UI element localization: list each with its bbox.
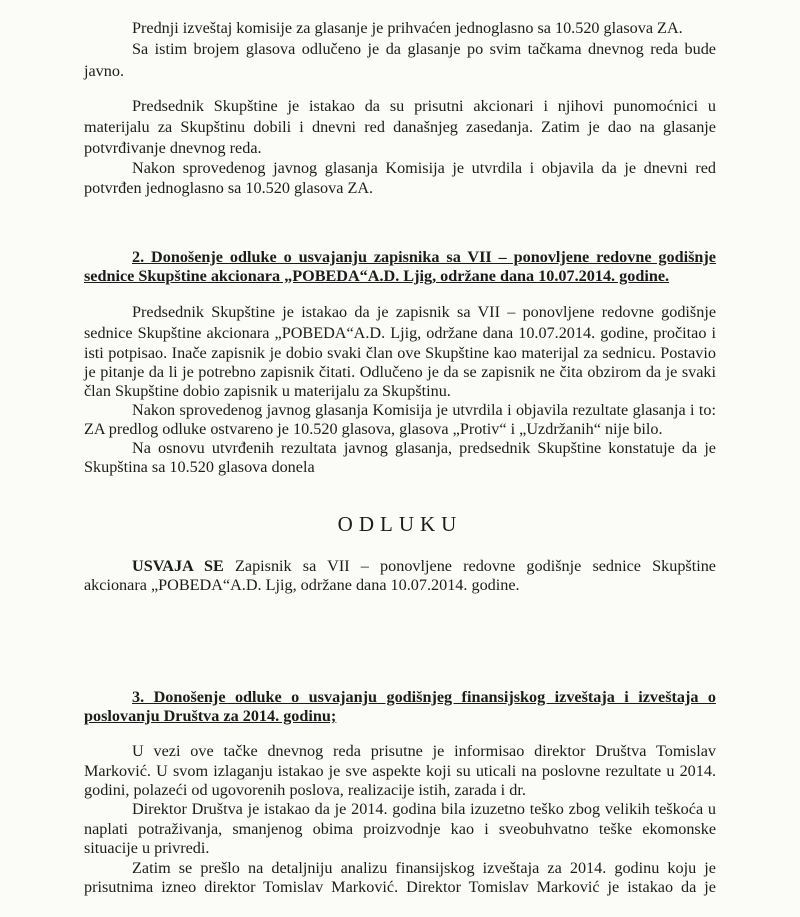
text-line: Predsednik Skupštine je istakao da su prisutni akcionari i njihovi punomoćnici u bbox=[132, 97, 716, 115]
decision-title: ODLUKU bbox=[337, 512, 463, 536]
text-line: isti potpisao. Inače zapisnik je dobio svaki član ove Skupštine kao materijal za sednicu. Postavio bbox=[84, 344, 716, 362]
section-heading-3: 3. Donošenje odluke o usvajanju godišnjeg finansijskog izveštaja i izveštaja o bbox=[132, 688, 716, 706]
text-line: naplati potraživanja, smanjenog obima proizvodnje kao i sveobuhvatno teške ekomonske bbox=[84, 820, 716, 838]
text-line: Skupština sa 10.520 glasova donela bbox=[84, 458, 315, 476]
text-line: Na osnovu utvrđenih rezultata javnog glasanja, predsednik Skupštine konstatuje da je bbox=[132, 439, 716, 457]
text-line: materijalu za Skupštinu dobili i dnevni red današnjeg zasedanja. Zatim je dao na glasanje bbox=[84, 118, 716, 136]
text-line: prisutnima izneo direktor Tomislav Marković. Direktor Tomislav Marković je istakao da je bbox=[84, 878, 716, 896]
text-line: Prednji izveštaj komisije za glasanje je prihvaćen jednoglasno sa 10.520 glasova ZA. bbox=[132, 19, 683, 37]
decision-lead: USVAJA SE bbox=[132, 557, 224, 575]
text-line: U vezi ove tačke dnevnog reda prisutne je informisao direktor Društva Tomislav bbox=[132, 742, 716, 760]
text-line: Marković. U svom izlaganju istakao je sve aspekte koji su uticali na poslovne rezultate u 2014. bbox=[84, 762, 716, 780]
text-line: ZA predlog odluke ostvareno je 10.520 glasova, glasova „Protiv“ i „Uzdržanih“ nije bilo. bbox=[84, 420, 663, 438]
text-line: Nakon sprovedenog javnog glasanja Komisija je utvrdila i objavila da je dnevni red bbox=[132, 159, 716, 177]
text-line: Zatim se prešlo na detaljniju analizu finansijskog izveštaja za 2014. godinu koju je bbox=[132, 859, 716, 877]
section-heading-2: sednice Skupštine akcionara „POBEDA“A.D. Ljig, održane dana 10.07.2014. godine. bbox=[84, 267, 670, 285]
decision-line: akcionara „POBEDA“A.D. Ljig, održane dana 10.07.2014. godine. bbox=[84, 576, 520, 594]
text-line: Direktor Društva je istakao da je 2014. godina bila izuzetno teško zbog velikih teškoća u bbox=[132, 800, 716, 818]
text-line: javno. bbox=[84, 62, 125, 80]
decision-line: Zapisnik sa VII – ponovljene redovne godišnje sednice Skupštine bbox=[223, 557, 716, 575]
text-line: je pitanje da li je potrebno zapisnik čitati. Odlučeno je da se zapisnik ne čita obzirom da je svaki bbox=[84, 363, 716, 381]
section-heading-2: 2. Donošenje odluke o usvajanju zapisnika sa VII – ponovljene redovne godišnje bbox=[132, 248, 716, 266]
text-line: Nakon sprovedenog javnog glasanja Komisija je utvrdila i objavila rezultate glasanja i to: bbox=[132, 401, 716, 419]
text-line: situacije u privredi. bbox=[84, 839, 210, 857]
text-line: potvrđen jednoglasno sa 10.520 glasova ZA. bbox=[84, 179, 374, 197]
text-line: Sa istim brojem glasova odlučeno je da glasanje po svim tačkama dnevnog reda bude bbox=[132, 40, 716, 58]
section-heading-3: poslovanju Društva za 2014. godinu; bbox=[84, 707, 337, 725]
text-line: sednice Skupštine akcionara „POBEDA“A.D. Ljig, održane dana 10.07.2014. godine, pročitao i bbox=[84, 324, 716, 342]
text-line: godini, polazeći od ugovorenih poslova, realizacije istih, zarada i dr. bbox=[84, 781, 526, 799]
text-line: potvrđivanje dnevnog reda. bbox=[84, 139, 262, 157]
text-line: član Skupštine dobio zapisnik u materijalu za Skupštinu. bbox=[84, 382, 451, 400]
text-line: Predsednik Skupštine je istakao da je zapisnik sa VII – ponovljene redovne godišnje bbox=[132, 303, 716, 321]
decision-text bbox=[132, 556, 716, 576]
